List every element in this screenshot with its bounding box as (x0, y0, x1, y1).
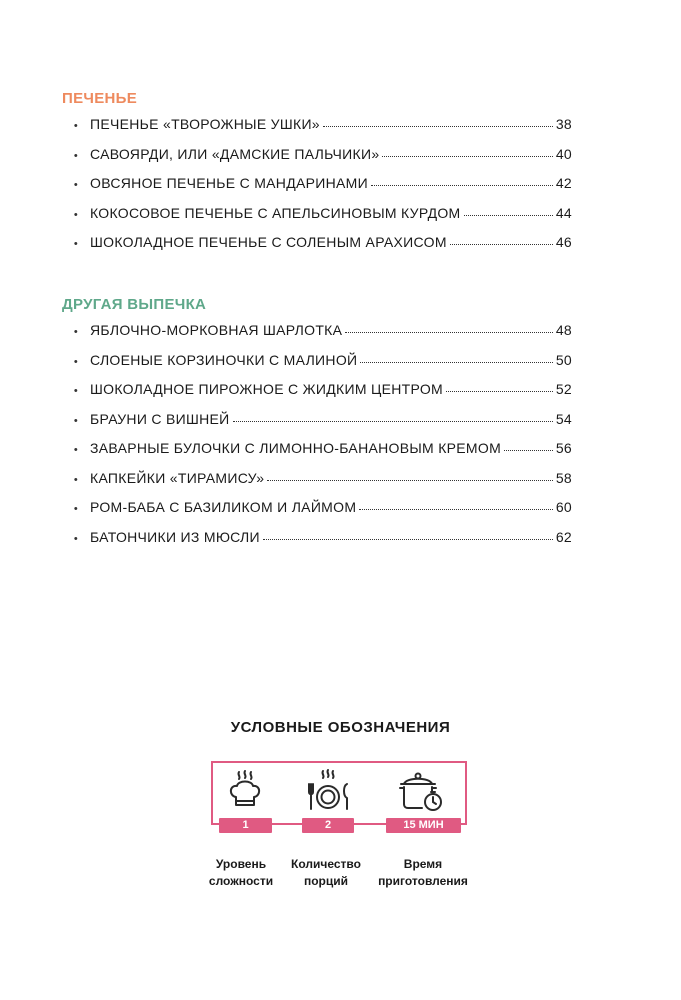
dot-leader (263, 536, 553, 540)
legend-line (211, 823, 219, 825)
toc-entry-title: ЗАВАРНЫЕ БУЛОЧКИ С ЛИМОННО-БАНАНОВЫМ КРЕМОМ (90, 440, 502, 456)
dot-leader (359, 506, 553, 510)
toc-item[interactable] (62, 440, 572, 470)
legend-line (272, 823, 302, 825)
dot-leader (360, 359, 552, 363)
toc-list-cookies (62, 116, 572, 264)
bullet: • (73, 444, 79, 456)
pot-timer-icon (398, 768, 448, 814)
toc-entry-title: ЯБЛОЧНО-МОРКОВНАЯ ШАРЛОТКА (90, 322, 343, 338)
section-title-cookies: ПЕЧЕНЬЕ (62, 90, 138, 107)
difficulty-label-line1: Уровень (215, 857, 267, 871)
bullet: • (73, 385, 79, 397)
legend-line (354, 823, 386, 825)
toc-item[interactable] (62, 529, 572, 559)
bullet: • (73, 149, 79, 162)
toc-entry-title: БРАУНИ С ВИШНЕЙ (90, 410, 230, 427)
toc-entry-title: ОВСЯНОЕ ПЕЧЕНЬЕ С МАНДАРИНАМИ (90, 175, 369, 191)
section-title-other-baking: ДРУГАЯ ВЫПЕЧКА (62, 296, 207, 313)
dot-leader (450, 241, 553, 245)
toc-entry-title: ШОКОЛАДНОЕ ПЕЧЕНЬЕ С СОЛЕНЫМ АРАХИСОМ (90, 234, 447, 250)
toc-entry-title: КОКОСОВОЕ ПЕЧЕНЬЕ С АПЕЛЬСИНОВЫМ КУРДОМ (90, 204, 461, 221)
toc-item[interactable] (62, 205, 572, 235)
dot-leader (233, 418, 553, 422)
bullet: • (73, 473, 79, 486)
toc-page-number: 46 (555, 234, 572, 250)
toc-item[interactable] (62, 322, 572, 352)
chef-hat-icon (222, 768, 268, 814)
toc-item[interactable] (62, 411, 572, 441)
cooking-time-label-line1: Время (403, 857, 443, 871)
cooking-time-label-line2: приготовления (378, 874, 468, 888)
toc-entry-title: СЛОЕНЫЕ КОРЗИНОЧКИ С МАЛИНОЙ (90, 351, 358, 368)
legend-title: УСЛОВНЫЕ ОБОЗНАЧЕНИЯ (230, 719, 451, 736)
difficulty-label-line2: сложности (208, 874, 274, 888)
toc-page-number: 58 (555, 469, 572, 486)
bullet: • (73, 179, 79, 191)
bullet: • (73, 238, 79, 250)
toc-page-number: 60 (555, 499, 572, 515)
bullet: • (73, 208, 79, 221)
bullet: • (73, 120, 79, 132)
toc-page-number: 42 (555, 175, 572, 191)
toc-item[interactable] (62, 381, 572, 411)
toc-entry-title: ПЕЧЕНЬЕ «ТВОРОЖНЫЕ УШКИ» (90, 116, 320, 132)
servings-label (271, 856, 381, 890)
bullet: • (73, 503, 79, 515)
toc-page-number: 56 (555, 440, 572, 456)
toc-page-number: 54 (555, 410, 572, 427)
legend-line (461, 823, 467, 825)
toc-page-number: 50 (555, 351, 572, 368)
dot-leader (371, 182, 553, 186)
servings-badge: 2 (302, 818, 354, 833)
toc-page-number: 38 (555, 116, 572, 132)
toc-entry-title: ШОКОЛАДНОЕ ПИРОЖНОЕ С ЖИДКИМ ЦЕНТРОМ (90, 381, 444, 397)
servings-label-line2: порций (303, 874, 349, 888)
bullet: • (73, 355, 79, 368)
dot-leader (446, 388, 553, 392)
bullet: • (73, 414, 79, 427)
dot-leader (323, 123, 553, 127)
plate-cutlery-icon (304, 768, 352, 814)
dot-leader (504, 447, 553, 451)
servings-label-line1: Количество (291, 857, 361, 871)
toc-list-other-baking (62, 322, 572, 558)
bullet: • (73, 532, 79, 545)
toc-entry-title: КАПКЕЙКИ «ТИРАМИСУ» (90, 469, 265, 486)
bullet: • (73, 326, 79, 338)
toc-item[interactable] (62, 175, 572, 205)
toc-item[interactable] (62, 234, 572, 264)
toc-entry-title: РОМ-БАБА С БАЗИЛИКОМ И ЛАЙМОМ (90, 499, 357, 515)
dot-leader (382, 153, 552, 157)
toc-entry-title: САВОЯРДИ, ИЛИ «ДАМСКИЕ ПАЛЬЧИКИ» (90, 145, 380, 162)
toc-item[interactable] (62, 499, 572, 529)
toc-page-number: 52 (555, 381, 572, 397)
toc-item[interactable] (62, 470, 572, 500)
difficulty-badge: 1 (219, 818, 272, 833)
toc-item[interactable] (62, 146, 572, 176)
toc-page-number: 48 (555, 322, 572, 338)
toc-page-number: 62 (555, 528, 572, 545)
toc-page-number: 44 (555, 204, 572, 221)
toc-item[interactable] (62, 116, 572, 146)
dot-leader (345, 329, 553, 333)
time-badge: 15 МИН (386, 818, 461, 833)
cooking-time-label (368, 856, 478, 890)
dot-leader (464, 212, 553, 216)
toc-item[interactable] (62, 352, 572, 382)
toc-entry-title: БАТОНЧИКИ ИЗ МЮСЛИ (90, 528, 260, 545)
dot-leader (267, 477, 552, 481)
toc-page-number: 40 (555, 145, 572, 162)
